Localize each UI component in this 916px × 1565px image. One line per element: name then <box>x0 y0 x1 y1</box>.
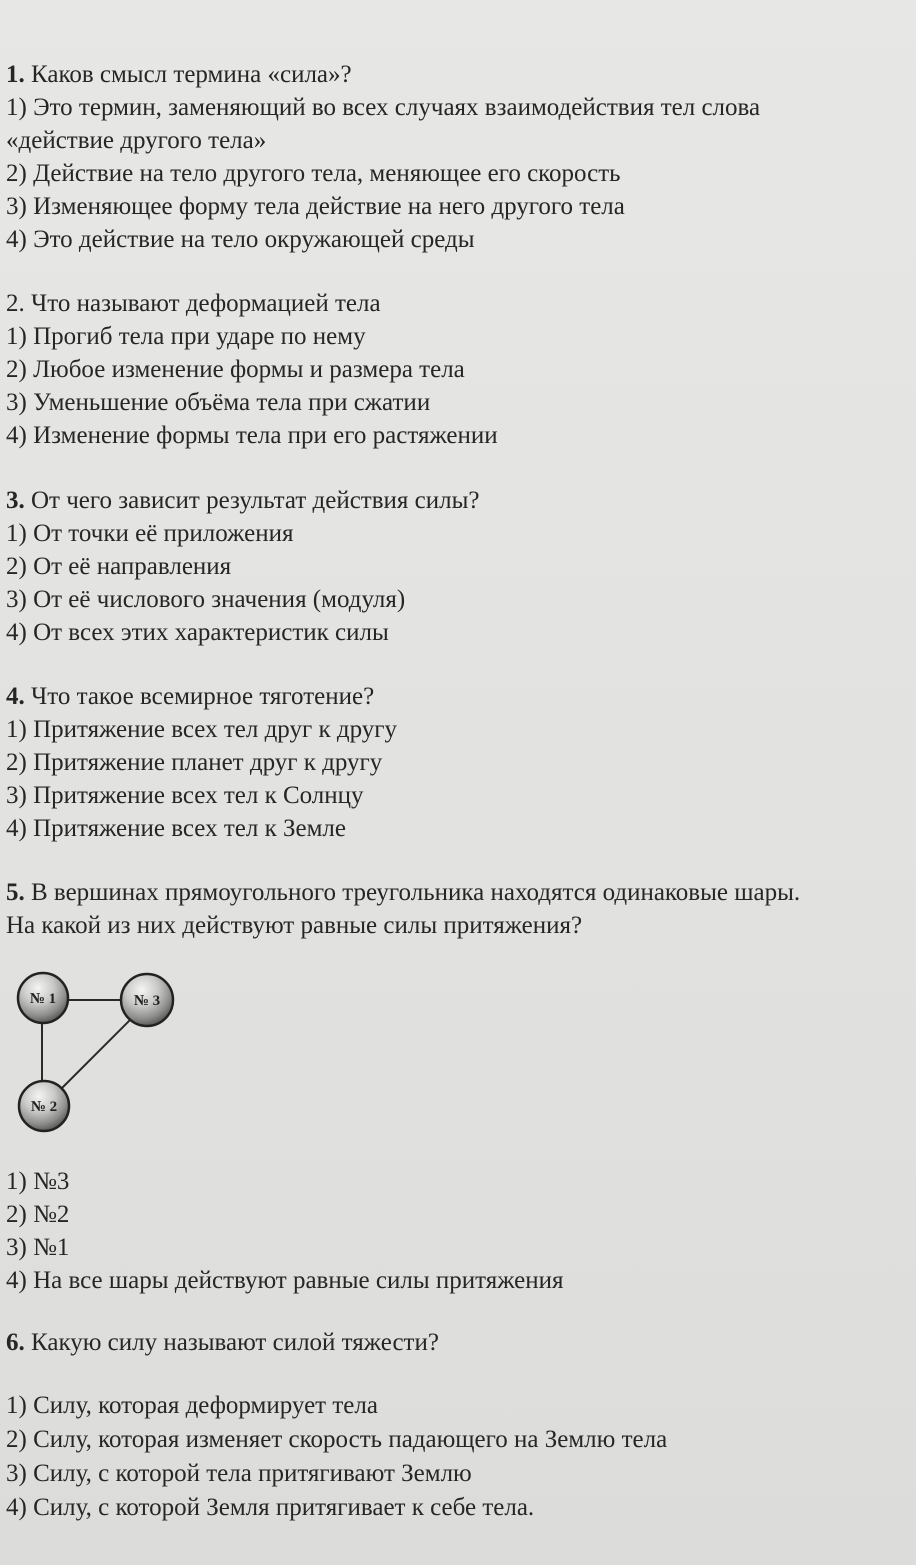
question-3-number: 3. <box>6 487 25 514</box>
question-3-option-4: 4) От всех этих характеристик силы <box>6 619 389 646</box>
question-5 <box>6 876 916 942</box>
question-1-title <box>6 58 916 91</box>
question-6-option-1: 1) Силу, которая деформирует тела <box>6 1392 378 1419</box>
question-1-option-3: 3) Изменяющее форму тела действие на него другого тела <box>6 193 625 220</box>
ball-3-label: № 3 <box>133 993 161 1009</box>
question-1-option-1: 1) Это термин, заменяющий во всех случаях взаимодействия тел слова <box>6 94 761 121</box>
question-6-options <box>6 1389 667 1525</box>
question-4 <box>6 680 916 845</box>
question-3-option-2: 2) От её направления <box>6 553 232 580</box>
triangle-edge-3-2 <box>60 1018 132 1090</box>
question-4-option-4: 4) Притяжение всех тел к Земле <box>6 815 346 842</box>
question-2-title: 2. Что называют деформацией тела <box>6 290 381 317</box>
question-1-option-1-cont: «действие другого тела» <box>6 127 267 154</box>
question-6-option-3: 3) Силу, с которой тела притягивают Землю <box>6 1460 472 1487</box>
question-1-text: Каков смысл термина «сила»? <box>24 61 352 88</box>
question-6 <box>6 1326 916 1359</box>
question-2-option-2: 2) Любое изменение формы и размера тела <box>6 356 465 383</box>
question-6-option-2: 2) Силу, которая изменяет скорость падающего на Землю тела <box>6 1426 668 1453</box>
question-1-option-2: 2) Действие на тело другого тела, меняющее его скорость <box>6 160 621 187</box>
ball-1-label: № 1 <box>29 991 57 1007</box>
question-4-option-2: 2) Притяжение планет друг к другу <box>6 749 383 776</box>
question-1-number: 1. <box>6 61 25 88</box>
question-6-text: Какую силу называют силой тяжести? <box>24 1329 439 1356</box>
question-2 <box>6 287 916 452</box>
question-2-option-1: 1) Прогиб тела при ударе по нему <box>6 323 366 350</box>
question-5-options <box>6 1165 564 1297</box>
question-1-option-4: 4) Это действие на тело окружающей среды <box>6 226 475 253</box>
question-6-number: 6. <box>6 1329 25 1356</box>
question-3 <box>6 484 916 649</box>
question-5-option-4: 4) На все шары действуют равные силы притяжения <box>6 1267 564 1294</box>
question-4-title <box>6 680 916 713</box>
question-3-title <box>6 484 916 517</box>
question-2-option-3: 3) Уменьшение объёма тела при сжатии <box>6 389 431 416</box>
question-5-title <box>6 876 916 909</box>
question-1 <box>6 58 916 256</box>
question-6-option-4: 4) Силу, с которой Земля притягивает к себе тела. <box>6 1494 535 1521</box>
question-4-option-3: 3) Притяжение всех тел к Солнцу <box>6 782 364 809</box>
question-6-title <box>6 1326 916 1359</box>
question-3-option-3: 3) От её числового значения (модуля) <box>6 586 406 613</box>
question-5-text: В вершинах прямоугольного треугольника находятся одинаковые шары. <box>24 879 801 906</box>
ball-1 <box>18 973 68 1023</box>
question-2-option-4: 4) Изменение формы тела при его растяжении <box>6 422 498 449</box>
question-5-number: 5. <box>6 879 25 906</box>
triangle-balls-diagram <box>10 966 190 1136</box>
question-4-option-1: 1) Притяжение всех тел друг к другу <box>6 716 398 743</box>
question-5-option-3: 3) №1 <box>6 1234 70 1261</box>
question-5-option-1: 1) №3 <box>6 1168 70 1195</box>
question-4-text: Что такое всемирное тяготение? <box>24 683 375 710</box>
question-3-option-1: 1) От точки её приложения <box>6 520 294 547</box>
question-5-text-2: На какой из них действуют равные силы притяжения? <box>6 912 583 939</box>
question-3-text: От чего зависит результат действия силы? <box>24 487 480 514</box>
ball-2-label: № 2 <box>30 1099 58 1115</box>
ball-2 <box>19 1081 69 1131</box>
ball-3 <box>121 974 173 1026</box>
question-4-number: 4. <box>6 683 25 710</box>
question-5-option-2: 2) №2 <box>6 1201 70 1228</box>
